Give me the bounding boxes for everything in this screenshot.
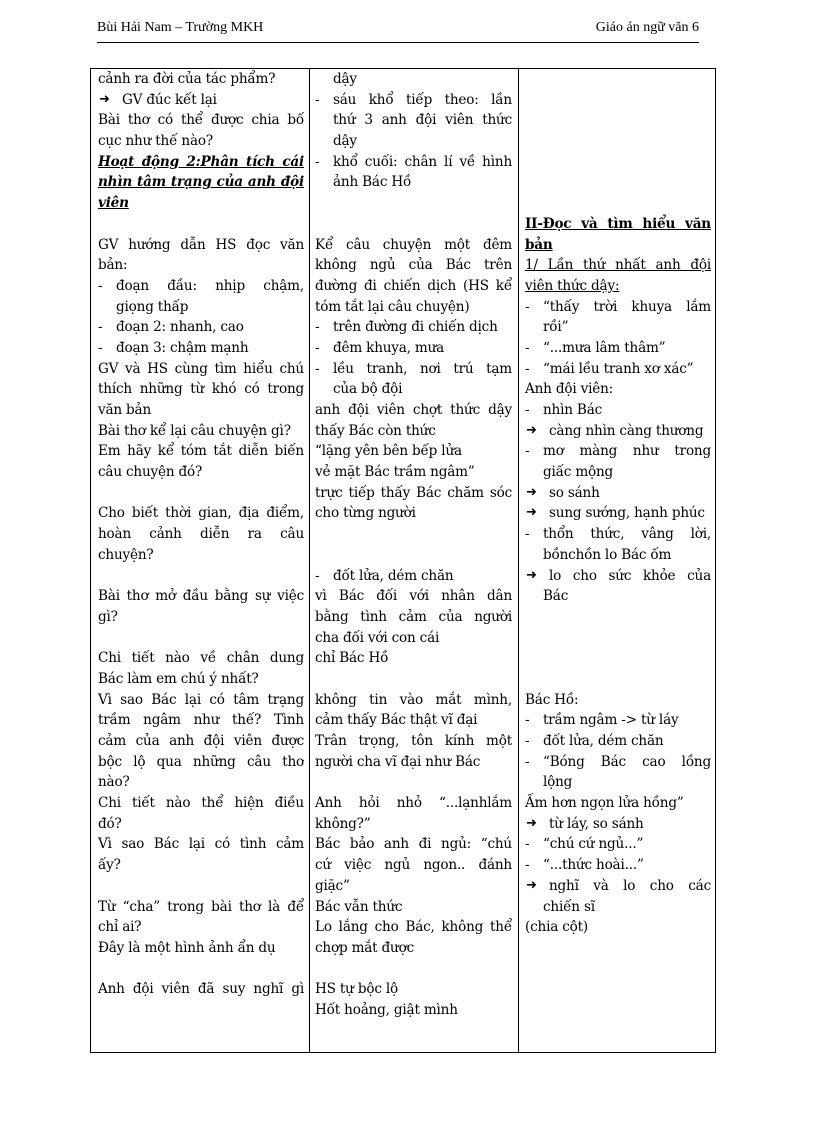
text-line: viên	[98, 195, 129, 212]
blank-line	[525, 172, 711, 193]
column-divider	[518, 69, 519, 1052]
blank-line	[315, 193, 512, 214]
text-line: - “thấy trời khuya lắm	[525, 297, 711, 318]
text-line: “lặng yên bên bếp lửa	[315, 443, 462, 460]
text-line: Bác bảo anh đi ngủ: “chú	[315, 836, 512, 853]
text-line: đó?	[98, 815, 122, 832]
blank-line	[525, 131, 711, 152]
text-line: chuyện?	[98, 546, 154, 563]
text-line: Cho biết thời gian, địa điểm,	[98, 505, 304, 522]
content-column	[525, 69, 711, 938]
text-line: cứ việc ngủ ngon.. đánh	[315, 857, 512, 874]
text-line: Hốt hoảng, giật mình	[315, 1001, 458, 1018]
blank-line	[525, 607, 711, 628]
text-line: chỉ ai?	[98, 919, 142, 936]
blank-line	[315, 524, 512, 545]
text-line: ấy?	[98, 857, 121, 874]
header-title: Giáo án ngữ văn 6	[595, 20, 699, 35]
text-line: cục như thế nào?	[98, 133, 213, 150]
text-line: HS tự bộc lộ	[315, 981, 398, 998]
text-line: chiến sĩ	[543, 898, 595, 915]
page-header	[97, 20, 699, 42]
text-line: GV hướng dẫn HS đọc văn	[98, 236, 304, 253]
text-line: - trầm ngâm -> từ láy	[525, 710, 711, 731]
text-line: văn bản	[98, 402, 152, 418]
text-line: không ngủ của Bác trên	[315, 257, 512, 274]
text-line: Bài thơ kể lại câu chuyện gì?	[98, 422, 291, 439]
blank-line	[98, 566, 304, 587]
text-line: Vì sao Bác lại có tâm trạng	[98, 691, 304, 708]
text-line: - lều tranh, nơi trú tạm	[315, 359, 512, 380]
blank-line	[315, 545, 512, 566]
text-line: Vì sao Bác lại có tình cảm	[98, 836, 304, 853]
text-line: viên thức dậy:	[525, 277, 620, 294]
text-line: giọng thấp	[116, 298, 189, 315]
text-line: Bài thơ mở đầu bằng sự việc	[98, 588, 304, 605]
text-line: bản:	[98, 257, 128, 274]
column-divider	[309, 69, 310, 1052]
blank-line	[525, 193, 711, 214]
text-line: nào?	[98, 774, 130, 791]
text-line: lộng	[543, 774, 573, 791]
text-line: - thổn thức, vâng lời,	[525, 524, 711, 545]
text-line: Đây là một hình ảnh ẩn dụ	[98, 939, 276, 956]
text-line: hoàn cảnh diễn ra câu	[98, 526, 304, 543]
text-line: thích những từ khó có trong	[98, 381, 304, 398]
text-line: rồi”	[543, 319, 569, 336]
header-divider	[97, 42, 699, 43]
text-line: bồnchồn lo Bác ốm	[543, 546, 672, 563]
text-line: thấy Bác còn thức	[315, 422, 436, 439]
text-line: Trân trọng, tôn kính một	[315, 733, 512, 749]
text-line: chợp mắt được	[315, 939, 415, 956]
text-line: Bài thơ có thể được chia bố	[98, 112, 304, 129]
text-line: - đốt lửa, dém chăn	[525, 731, 711, 752]
text-line: 1/ Lần thứ nhất anh đội	[525, 257, 711, 274]
text-line: trực tiếp thấy Bác chăm sóc	[315, 484, 512, 501]
text-line: - mơ màng như trong	[525, 441, 711, 462]
blank-line	[98, 483, 304, 504]
blank-line	[98, 876, 304, 897]
text-line: cha đối với con cái	[315, 629, 440, 646]
text-line: Kể câu chuyện một đêm	[315, 236, 512, 253]
blank-line	[525, 669, 711, 690]
text-line: ➜ so sánh	[525, 483, 711, 504]
text-line: cho từng người	[315, 505, 416, 522]
text-line: đường đi chiến dịch (HS kể	[315, 277, 512, 294]
teacher-activity-column	[98, 69, 304, 1000]
text-line: - “...thức hoài...”	[525, 855, 711, 876]
text-line: cảm thấy Bác thật vĩ đại	[315, 712, 478, 729]
text-line: ➜ sung sướng, hạnh phúc	[525, 503, 711, 524]
text-line: Chi tiết nào thể hiện điều	[98, 795, 304, 812]
blank-line	[525, 69, 711, 90]
text-line: - “Bóng Bác cao lồng	[525, 752, 711, 773]
blank-line	[525, 152, 711, 173]
text-line: Bác Hồ:	[525, 691, 579, 708]
text-line: Em hãy kể tóm tắt diễn biến	[98, 443, 304, 460]
header-author: Bùi Hải Nam – Trường MKH	[97, 20, 264, 35]
blank-line	[98, 214, 304, 235]
text-line: Hoạt động 2:Phân tích cái	[98, 153, 304, 170]
blank-line	[525, 628, 711, 649]
text-line: nhìn tâm trạng của anh đội	[98, 174, 304, 191]
text-line: người cha vĩ đại như Bác	[315, 753, 481, 770]
text-line: Chi tiết nào về chân dung	[98, 650, 304, 667]
text-line: Lo lắng cho Bác, không thể	[315, 919, 512, 936]
text-line: - khổ cuối: chân lí về hình	[315, 152, 512, 173]
text-line: - “...mưa lâm thâm”	[525, 338, 711, 359]
blank-line	[525, 648, 711, 669]
text-line: - đoạn 2: nhanh, cao	[98, 317, 304, 338]
text-line: không?”	[315, 815, 371, 832]
text-line: anh đội viên chợt thức dậy	[315, 402, 512, 418]
blank-line	[98, 628, 304, 649]
text-line: - đốt lửa, dém chăn	[315, 566, 512, 587]
text-line: Bác làm em chú ý nhất?	[98, 670, 259, 687]
text-line: bộc lộ qua những câu thơ	[98, 753, 304, 770]
text-line: Bác vẫn thức	[315, 898, 403, 915]
blank-line	[525, 90, 711, 111]
text-line: bản	[525, 236, 553, 253]
text-line: - sáu khổ tiếp theo: lần	[315, 90, 512, 111]
text-line: tóm tắt lại câu chuyện)	[315, 298, 470, 315]
blank-line	[315, 214, 512, 235]
lesson-table	[90, 68, 716, 1053]
text-line: gì?	[98, 608, 118, 625]
text-line: - đoạn đầu: nhịp chậm,	[98, 276, 304, 297]
blank-line	[315, 772, 512, 793]
text-line: Ấm hơn ngọn lửa hồng”	[525, 795, 684, 812]
text-line: ➜ lo cho sức khỏe của	[525, 566, 711, 587]
text-line: dậy	[333, 133, 357, 150]
text-line: chỉ Bác Hồ	[315, 650, 389, 667]
text-line: dậy	[333, 71, 357, 87]
text-line: không tin vào mắt mình,	[315, 691, 512, 708]
text-line: ➜ GV đúc kết lại	[98, 90, 304, 111]
text-line: GV và HS cùng tìm hiểu chú	[98, 360, 304, 377]
blank-line	[315, 959, 512, 980]
blank-line	[315, 669, 512, 690]
text-line: vì Bác đối với nhân dân	[315, 588, 512, 605]
text-line: Từ “cha” trong bài thơ là để	[98, 898, 304, 915]
text-line: giấc mộng	[543, 464, 614, 481]
blank-line	[98, 959, 304, 980]
text-line: cảnh ra đời của tác phẩm?	[98, 71, 276, 87]
text-line: II-Đọc và tìm hiểu văn	[525, 215, 711, 232]
text-line: - trên đường đi chiến dịch	[315, 317, 512, 338]
text-line: trầm ngâm như thế? Tình	[98, 712, 304, 729]
text-line: vẻ mặt Bác trầm ngâm”	[315, 464, 475, 481]
text-line: ➜ nghĩ và lo cho các	[525, 876, 711, 897]
text-line: ➜ từ láy, so sánh	[525, 814, 711, 835]
text-line: - nhìn Bác	[525, 400, 711, 421]
student-activity-column	[315, 69, 512, 1021]
text-line: thứ 3 anh đội viên thức	[333, 112, 512, 129]
text-line: giặc”	[315, 877, 350, 894]
text-line: cảm của anh đội viên được	[98, 733, 304, 749]
text-line: (chia cột)	[525, 919, 589, 936]
text-line: câu chuyện đó?	[98, 464, 203, 481]
text-line: bằng tình cảm của người	[315, 608, 512, 625]
text-line: Anh đội viên đã suy nghĩ gì	[98, 981, 304, 998]
blank-line	[525, 110, 711, 131]
text-line: Anh hỏi nhỏ “...lạnhlắm	[315, 795, 512, 812]
text-line: - “mái lều tranh xơ xác”	[525, 359, 711, 380]
text-line: ➜ càng nhìn càng thương	[525, 421, 711, 442]
text-line: Bác	[543, 588, 569, 605]
text-line: của bộ đội	[333, 381, 403, 398]
text-line: - “chú cứ ngủ...”	[525, 834, 711, 855]
text-line: ảnh Bác Hồ	[333, 174, 412, 191]
text-line: Anh đội viên:	[525, 381, 614, 398]
text-line: - đoạn 3: chậm mạnh	[98, 338, 304, 359]
text-line: - đêm khuya, mưa	[315, 338, 512, 359]
